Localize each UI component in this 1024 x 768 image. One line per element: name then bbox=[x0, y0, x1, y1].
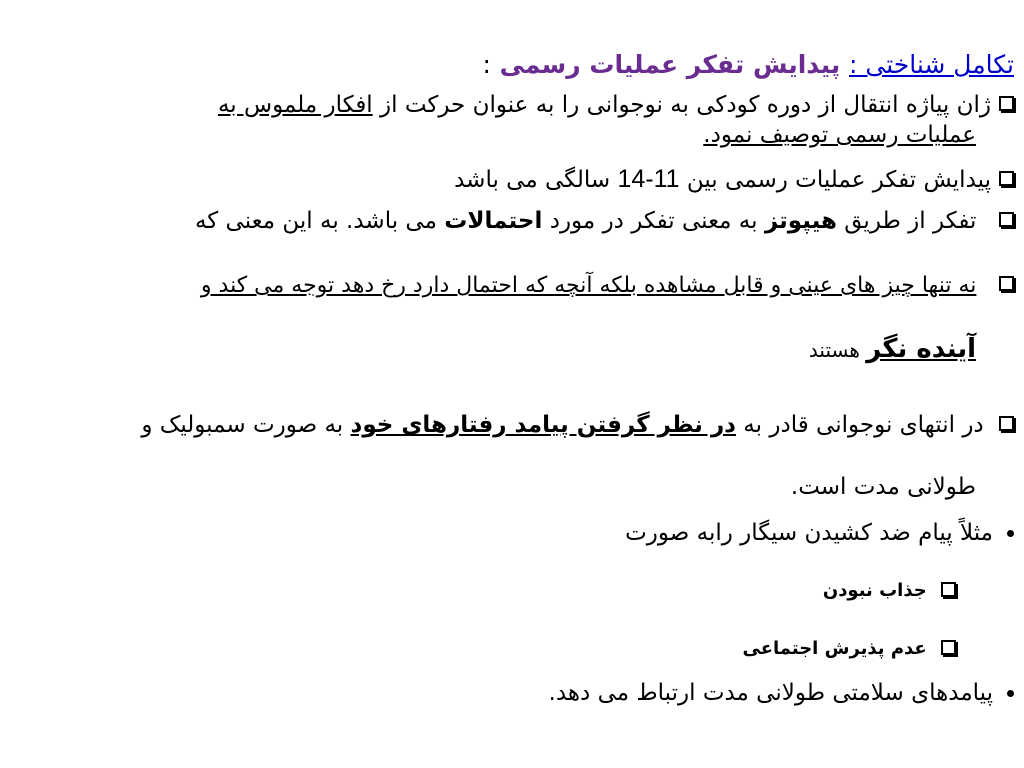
item3 bbox=[195, 208, 1014, 234]
item5-line2-text: طولانی مدت است. bbox=[790, 474, 976, 500]
slide-title bbox=[482, 52, 1014, 78]
title-suffix: : bbox=[482, 50, 491, 79]
checkbox-bullet-icon bbox=[999, 96, 1014, 111]
item4-post: هستند bbox=[808, 338, 867, 362]
bullet1-text: مثلاً پیام ضد کشیدن سیگار رابه صورت bbox=[625, 520, 993, 546]
item1-text-2: توصیف نمود. bbox=[703, 122, 836, 148]
checkbox-bullet-icon bbox=[999, 276, 1014, 291]
item1-underlined: افکار ملموس به bbox=[217, 92, 373, 118]
item3-probabilities: احتمالات bbox=[444, 208, 543, 234]
checkbox-bullet-icon bbox=[999, 212, 1014, 227]
item1-underlined-2: عملیات رسمی bbox=[835, 122, 976, 148]
sub2-text: عدم پذیرش اجتماعی bbox=[742, 638, 927, 659]
item3-e: می باشد. به این معنی که bbox=[194, 208, 445, 234]
bullet-dot-icon bbox=[1007, 690, 1014, 697]
title-prefix: تکامل شناختی : bbox=[849, 50, 1014, 79]
item3-a: تفکر از طریق bbox=[836, 208, 977, 234]
item1-text: ژان پیاژه انتقال از دوره کودکی به نوجوانی را به عنوان حرکت از bbox=[372, 92, 991, 118]
item4-line1 bbox=[201, 272, 1014, 299]
item1-line2 bbox=[703, 122, 976, 148]
sub-item-1 bbox=[823, 578, 956, 604]
item1-line1 bbox=[218, 92, 1014, 118]
checkbox-bullet-icon bbox=[999, 416, 1014, 431]
item2 bbox=[454, 166, 1014, 193]
bullet1 bbox=[625, 520, 1014, 546]
item5-c: به صورت سمبولیک و bbox=[141, 412, 351, 438]
checkbox-bullet-icon bbox=[941, 582, 956, 597]
bullet2 bbox=[549, 680, 1014, 706]
item5-consequences: در نظر گرفتن پیامد رفتارهای خود bbox=[350, 412, 736, 438]
checkbox-bullet-icon bbox=[941, 640, 956, 655]
item2-pre: پیدایش تفکر عملیات رسمی بین bbox=[679, 167, 991, 193]
sub1-text: جذاب نبودن bbox=[822, 580, 927, 601]
checkbox-bullet-icon bbox=[999, 171, 1014, 186]
item4-text: نه تنها چیز های عینی و قابل مشاهده بلکه آنچه که احتمال دارد رخ دهد توجه می کند و bbox=[200, 273, 977, 298]
item4-line2 bbox=[809, 336, 976, 363]
bullet2-text: پیامدهای سلامتی طولانی مدت ارتباط می دهد. bbox=[548, 680, 993, 706]
sub-item-2 bbox=[743, 636, 956, 662]
item5-line1 bbox=[141, 412, 1014, 438]
bullet-dot-icon bbox=[1007, 530, 1014, 537]
title-main: پیدایش تفکر عملیات رسمی bbox=[499, 50, 841, 79]
item3-hypothesis: هیپوتز bbox=[764, 208, 837, 234]
item3-c: به معنی تفکر در مورد bbox=[542, 208, 765, 234]
item5-line2 bbox=[791, 474, 976, 500]
item4-future-oriented: آینده نگر bbox=[866, 334, 976, 364]
item2-age-range: 11-14 bbox=[617, 165, 680, 193]
item2-post: سالگی می باشد bbox=[454, 167, 618, 193]
item5-a: در انتهای نوجوانی قادر به bbox=[736, 412, 984, 438]
